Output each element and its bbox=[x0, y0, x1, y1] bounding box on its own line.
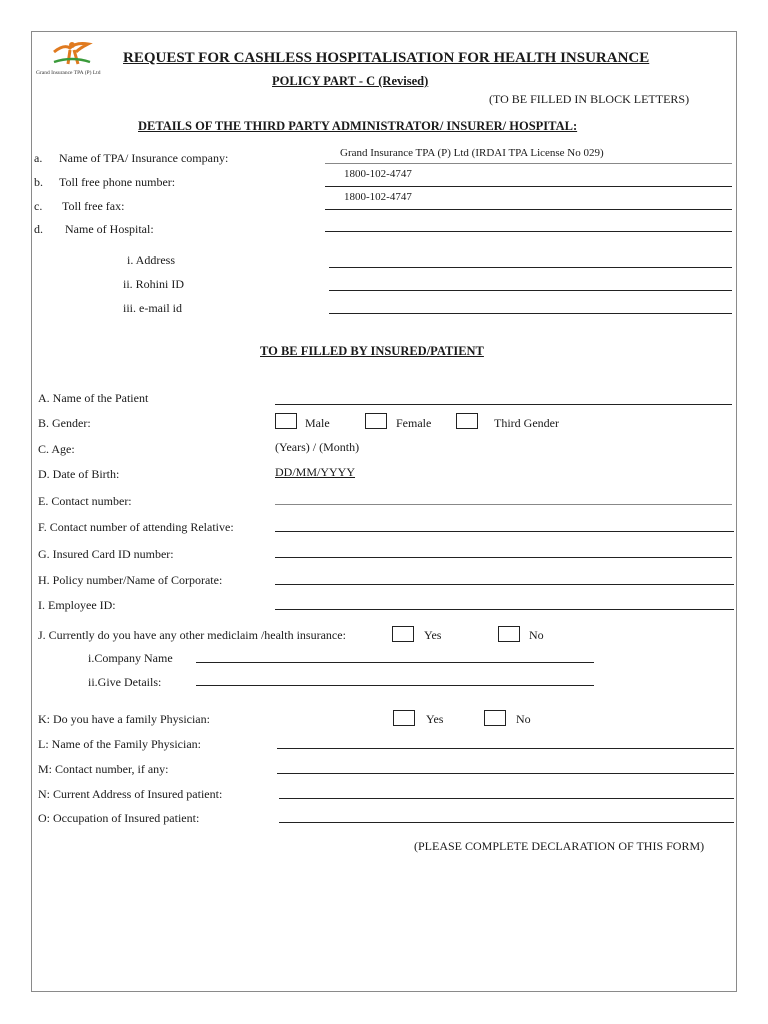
hospital-name-label: Name of Hospital: bbox=[65, 222, 154, 236]
age-label: C. Age: bbox=[38, 442, 75, 456]
contact-number-label: E. Contact number: bbox=[38, 494, 132, 508]
patient-name-label: A. Name of the Patient bbox=[38, 391, 149, 405]
row-c-index: c. bbox=[34, 199, 43, 213]
family-physician-no-checkbox[interactable] bbox=[484, 710, 506, 726]
gender-female-label: Female bbox=[396, 416, 432, 430]
row-b-index: b. bbox=[34, 175, 43, 189]
occupation-field[interactable] bbox=[279, 822, 734, 823]
policy-number-field[interactable] bbox=[275, 584, 734, 585]
rohini-id-label: ii. Rohini ID bbox=[123, 277, 185, 291]
occupation-label: O: Occupation of Insured patient: bbox=[38, 811, 200, 825]
family-physician-no-label: No bbox=[516, 712, 531, 726]
dob-label: D. Date of Birth: bbox=[38, 467, 120, 481]
block-letters-note: (TO BE FILLED IN BLOCK LETTERS) bbox=[489, 92, 690, 106]
family-physician-label: K: Do you have a family Physician: bbox=[38, 712, 210, 726]
form-title: REQUEST FOR CASHLESS HOSPITALISATION FOR HEALTH INSURANCE bbox=[123, 50, 650, 66]
family-physician-yes-label: Yes bbox=[426, 712, 444, 726]
company-logo-icon bbox=[50, 38, 94, 68]
employee-id-field[interactable] bbox=[275, 609, 734, 610]
hospital-address-label: i. Address bbox=[127, 253, 175, 267]
section2-heading: TO BE FILLED BY INSURED/PATIENT bbox=[260, 344, 484, 358]
tpa-name-label: Name of TPA/ Insurance company: bbox=[59, 151, 229, 165]
declaration-note: (PLEASE COMPLETE DECLARATION OF THIS FORM) bbox=[414, 839, 705, 853]
tpa-name-field[interactable] bbox=[325, 163, 732, 164]
other-insurance-yes-checkbox[interactable] bbox=[392, 626, 414, 642]
other-insurance-no-checkbox[interactable] bbox=[498, 626, 520, 642]
give-details-label: ii.Give Details: bbox=[88, 675, 162, 689]
physician-name-label: L: Name of the Family Physician: bbox=[38, 737, 201, 751]
rohini-id-field[interactable] bbox=[329, 290, 732, 291]
give-details-field[interactable] bbox=[196, 685, 594, 686]
age-hint: (Years) / (Month) bbox=[275, 440, 360, 454]
row-a-index: a. bbox=[34, 151, 43, 165]
hospital-name-field[interactable] bbox=[325, 231, 732, 232]
other-insurance-no-label: No bbox=[529, 628, 544, 642]
toll-free-phone-value: 1800-102-4747 bbox=[344, 168, 412, 180]
policy-number-label: H. Policy number/Name of Corporate: bbox=[38, 573, 223, 587]
toll-free-fax-label: Toll free fax: bbox=[62, 199, 125, 213]
hospital-email-field[interactable] bbox=[329, 313, 732, 314]
card-id-label: G. Insured Card ID number: bbox=[38, 547, 174, 561]
gender-third-checkbox[interactable] bbox=[456, 413, 478, 429]
company-name-field[interactable] bbox=[196, 662, 594, 663]
patient-name-field[interactable] bbox=[275, 404, 732, 405]
tpa-name-value: Grand Insurance TPA (P) Ltd (IRDAI TPA License No 029) bbox=[340, 147, 604, 159]
gender-male-label: Male bbox=[305, 416, 330, 430]
employee-id-label: I. Employee ID: bbox=[38, 598, 116, 612]
form-subtitle: POLICY PART - C (Revised) bbox=[272, 74, 429, 88]
gender-male-checkbox[interactable] bbox=[275, 413, 297, 429]
hospital-email-label: iii. e-mail id bbox=[123, 301, 182, 315]
hospital-address-field[interactable] bbox=[329, 267, 732, 268]
physician-contact-field[interactable] bbox=[277, 773, 734, 774]
toll-free-phone-label: Toll free phone number: bbox=[59, 175, 176, 189]
relative-contact-label: F. Contact number of attending Relative: bbox=[38, 520, 234, 534]
section1-heading: DETAILS OF THE THIRD PARTY ADMINISTRATOR/ INSURER/ HOSPITAL: bbox=[138, 119, 578, 133]
company-name-label: i.Company Name bbox=[88, 651, 173, 665]
gender-label: B. Gender: bbox=[38, 416, 91, 430]
other-insurance-yes-label: Yes bbox=[424, 628, 442, 642]
relative-contact-field[interactable] bbox=[275, 531, 734, 532]
gender-female-checkbox[interactable] bbox=[365, 413, 387, 429]
logo-text: Grand Insurance TPA (P) Ltd bbox=[36, 70, 101, 76]
toll-free-fax-value: 1800-102-4747 bbox=[344, 191, 412, 203]
other-insurance-label: J. Currently do you have any other mediclaim /health insurance: bbox=[38, 628, 346, 642]
physician-name-field[interactable] bbox=[277, 748, 734, 749]
family-physician-yes-checkbox[interactable] bbox=[393, 710, 415, 726]
dob-hint: DD/MM/YYYY bbox=[275, 465, 356, 479]
contact-number-field[interactable] bbox=[275, 504, 732, 505]
gender-third-label: Third Gender bbox=[494, 416, 559, 430]
toll-free-phone-field[interactable] bbox=[325, 186, 732, 187]
card-id-field[interactable] bbox=[275, 557, 732, 558]
current-address-field[interactable] bbox=[279, 798, 734, 799]
current-address-label: N: Current Address of Insured patient: bbox=[38, 787, 223, 801]
row-d-index: d. bbox=[34, 222, 43, 236]
physician-contact-label: M: Contact number, if any: bbox=[38, 762, 169, 776]
toll-free-fax-field[interactable] bbox=[325, 209, 732, 210]
